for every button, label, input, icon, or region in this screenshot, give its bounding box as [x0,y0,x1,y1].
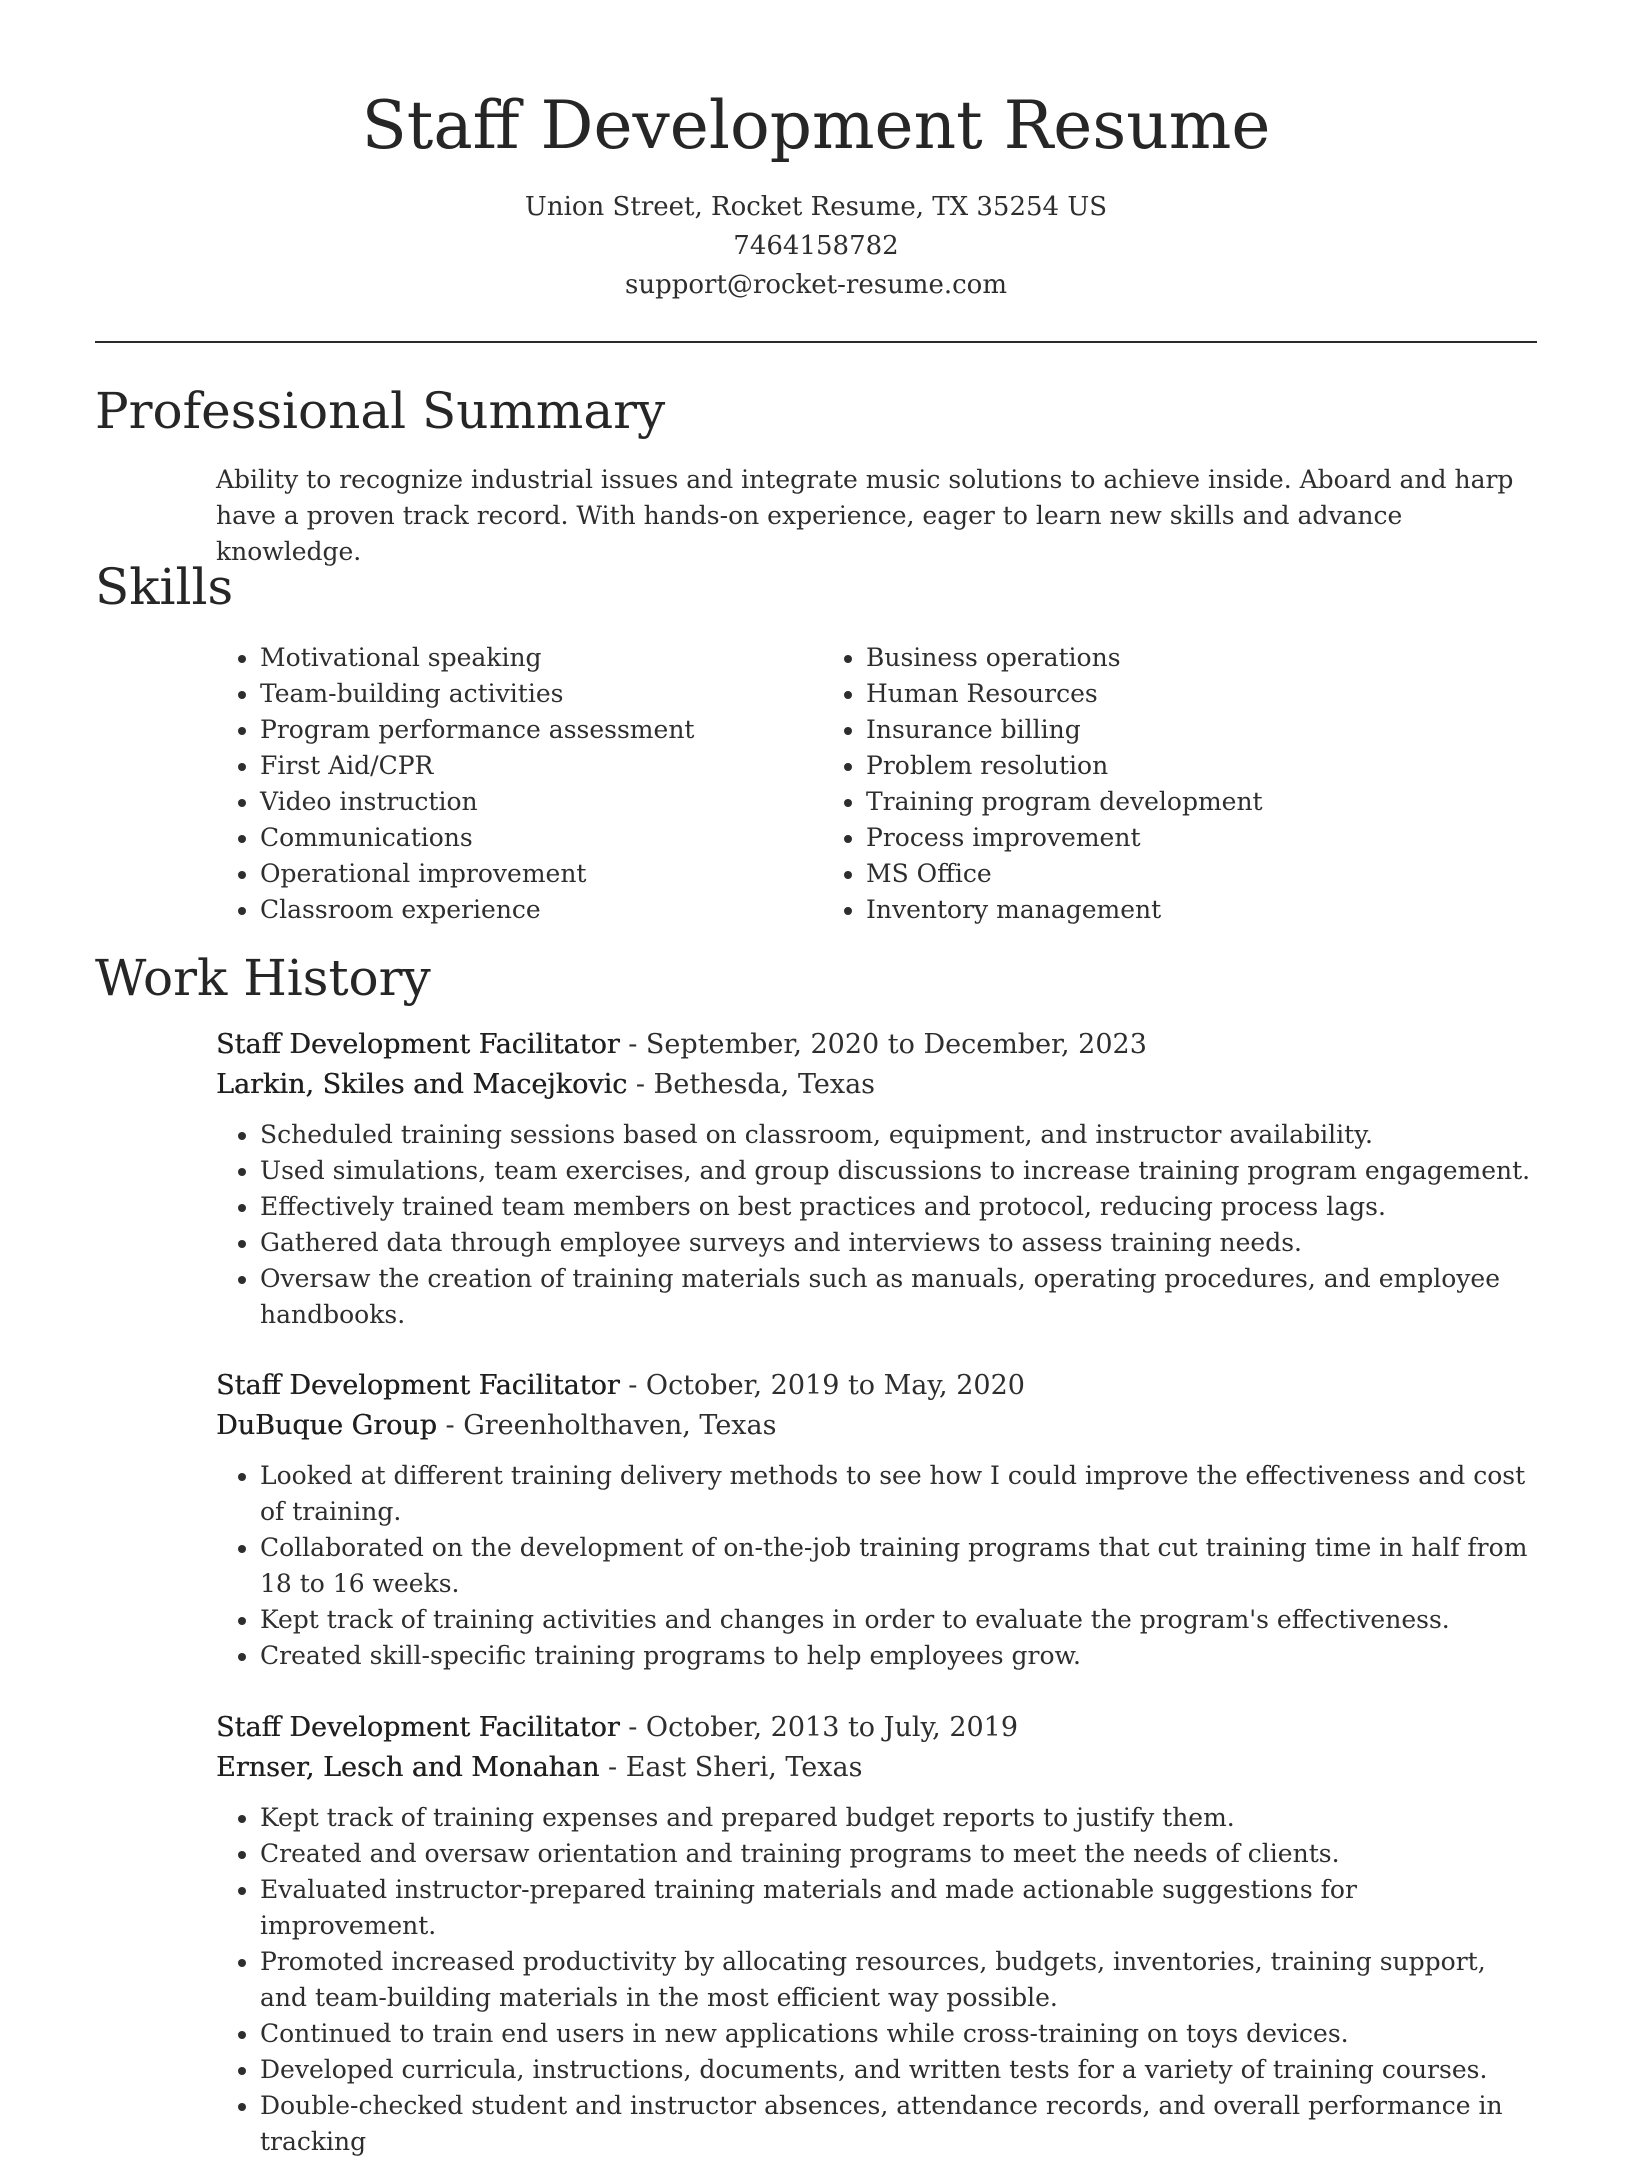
contact-email: support@rocket-resume.com [624,270,1007,300]
job-bullet: • Created skill-specific training programs to help employees grow. [260,1638,1536,1674]
job-title-line [216,1025,1536,1065]
skill-item: • Motivational speaking [260,640,822,676]
job-title: Staff Development Facilitator [216,1712,620,1743]
job-entry [216,1708,1536,2160]
skill-item: • Insurance billing [866,712,1472,748]
section-title-summary: Professional Summary [95,382,666,440]
job-title-line [216,1366,1536,1406]
job-dates: - October, 2013 to July, 2019 [619,1712,1019,1743]
skill-item: • MS Office [866,856,1472,892]
skill-item: • Business operations [866,640,1472,676]
section-title-skills: Skills [95,558,234,616]
job-entry [216,1025,1536,1333]
job-bullet: • Oversaw the creation of training materials such as manuals, operating procedures, and employee handbooks. [260,1261,1536,1333]
job-location: - Greenholthaven, Texas [436,1410,777,1441]
job-location: - Bethesda, Texas [627,1069,876,1100]
job-bullets [216,1800,1536,2160]
job-bullet: • Double-checked student and instructor absences, attendance records, and overall performance in tracking [260,2088,1536,2160]
job-bullet: • Promoted increased productivity by allocating resources, budgets, inventories, training support, and team-building materials in the most efficient way possible. [260,1944,1536,2016]
job-bullet: • Collaborated on the development of on-the-job training programs that cut training time in half from 18 to 16 weeks. [260,1530,1536,1602]
job-bullet: • Created and oversaw orientation and training programs to meet the needs of clients. [260,1836,1536,1872]
job-company: Ernser, Lesch and Monahan [216,1752,600,1783]
skill-item: • Classroom experience [260,892,822,928]
job-company: Larkin, Skiles and Macejkovic [216,1069,628,1100]
job-dates: - September, 2020 to December, 2023 [619,1029,1147,1060]
skills-column-left [216,640,822,928]
job-bullet: • Kept track of training activities and changes in order to evaluate the program's effectiveness. [260,1602,1536,1638]
skill-item: • Problem resolution [866,748,1472,784]
contact-address: Union Street, Rocket Resume, TX 35254 US [524,192,1108,222]
job-bullets [216,1117,1536,1333]
job-title: Staff Development Facilitator [216,1029,620,1060]
job-bullet: • Scheduled training sessions based on classroom, equipment, and instructor availability. [260,1117,1536,1153]
skill-item: • Program performance assessment [260,712,822,748]
job-company-line [216,1406,1536,1446]
job-bullets [216,1458,1536,1674]
skill-item: • Inventory management [866,892,1472,928]
contact-phone: 7464158782 [733,231,899,261]
job-company-line [216,1748,1536,1788]
job-company-line [216,1065,1536,1105]
job-company: DuBuque Group [216,1410,437,1441]
resume-header [0,0,1632,305]
job-bullet: • Effectively trained team members on best practices and protocol, reducing process lags. [260,1189,1536,1225]
job-bullet: • Looked at different training delivery methods to see how I could improve the effectiveness and cost of training. [260,1458,1536,1530]
skills-column-right [822,640,1472,928]
skills-list [216,640,1536,928]
header-divider [95,341,1537,343]
skill-item: • Team-building activities [260,676,822,712]
job-bullet: • Evaluated instructor-prepared training materials and made actionable suggestions for improvement. [260,1872,1536,1944]
contact-block [0,188,1632,305]
job-title: Staff Development Facilitator [216,1370,620,1401]
job-dates: - October, 2019 to May, 2020 [619,1370,1025,1401]
skill-item: • Process improvement [866,820,1472,856]
section-title-work-history: Work History [95,949,431,1007]
job-bullet: • Continued to train end users in new applications while cross-training on toys devices. [260,2016,1536,2052]
job-bullet: • Developed curricula, instructions, documents, and written tests for a variety of training courses. [260,2052,1536,2088]
resume-title: Staff Development Resume [361,87,1271,164]
skill-item: • Operational improvement [260,856,822,892]
professional-summary-text: Ability to recognize industrial issues and integrate music solutions to achieve inside. Aboard and harp have a proven track record. With hands-on experience, eager to learn new skills and advance knowledge. [216,465,1514,566]
job-title-line [216,1708,1536,1748]
skill-item: • Video instruction [260,784,822,820]
skill-item: • Training program development [866,784,1472,820]
job-bullet: • Kept track of training expenses and prepared budget reports to justify them. [260,1800,1536,1836]
job-bullet: • Used simulations, team exercises, and group discussions to increase training program engagement. [260,1153,1536,1189]
job-bullet: • Gathered data through employee surveys and interviews to assess training needs. [260,1225,1536,1261]
skill-item: • First Aid/CPR [260,748,822,784]
job-entry [216,1366,1536,1674]
skill-item: • Communications [260,820,822,856]
skill-item: • Human Resources [866,676,1472,712]
job-location: - East Sheri, Texas [599,1752,863,1783]
